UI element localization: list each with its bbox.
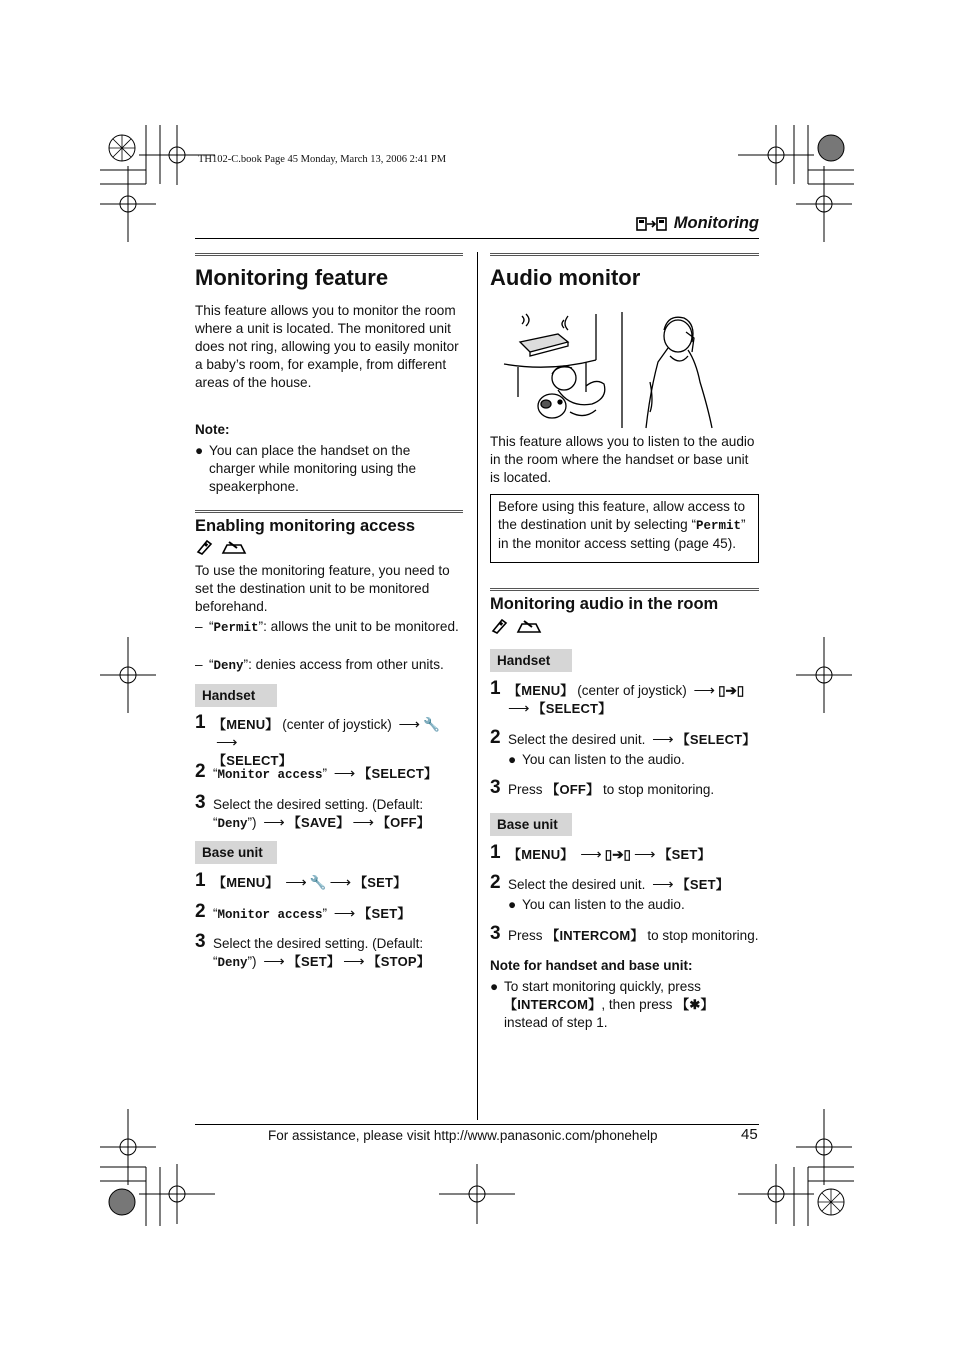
intro-paragraph: This feature allows you to monitor the room where a unit is located. The monitored unit does not ring, allowing you to easily monitor a baby’s room, for example, from different areas of the house. — [195, 303, 459, 390]
title-rule — [195, 253, 463, 256]
base-unit-icon — [221, 539, 247, 555]
base-unit-tag: Base unit — [490, 813, 572, 836]
permit-notice-box: Before using this feature, allow access to the destination unit by selecting “Permit” in the monitor access setting (page 45). — [490, 494, 759, 563]
wrench-icon: 🔧 — [309, 875, 327, 890]
audio-handset-step-2: 2 Select the desired unit. ⟶ 【SELECT】 — [490, 727, 756, 748]
handset-icon — [195, 539, 213, 555]
bullet-icon: ● — [195, 443, 204, 458]
audio-handset-step-3: 3 Press 【OFF】 to stop monitoring. — [490, 777, 715, 798]
base-step-1: 1 【MENU】 ⟶ 🔧 ⟶ 【SET】 — [195, 870, 407, 891]
note-label: Note: — [195, 422, 230, 437]
handset-tag: Handset — [490, 649, 572, 672]
base-step-3: 3 Select the desired setting. (Default: “Deny”) ⟶ 【SET】 ⟶ 【STOP】 — [195, 931, 430, 970]
subsection-title: Enabling monitoring access — [195, 517, 416, 535]
audio-monitor-title: Audio monitor — [490, 265, 641, 290]
handset-tag: Handset — [195, 684, 277, 707]
option-permit: – “Permit”: allows the unit to be monitored. — [195, 619, 459, 635]
subsection-intro: To use the monitoring feature, you need to set the destination unit to be monitored beforehand. — [195, 563, 450, 614]
page-title: Monitoring feature — [195, 265, 389, 290]
audio-base-step-1: 1 【MENU】 ⟶ ▯➔▯ ⟶ 【SET】 — [490, 842, 711, 863]
subsection-rule — [490, 588, 759, 591]
audio-subsection-title: Monitoring audio in the room — [490, 595, 719, 613]
monitoring-illustration — [500, 312, 720, 432]
footer-rule — [195, 1124, 759, 1125]
wrench-icon: 🔧 — [423, 717, 440, 732]
section-header — [636, 214, 759, 233]
note-label: Note for handset and base unit: — [490, 958, 693, 973]
handset-and-base-icons — [195, 539, 247, 555]
bullet-icon: ● — [508, 897, 517, 912]
audio-intro: This feature allows you to listen to the audio in the room where the handset or base unit is located. — [490, 434, 755, 485]
audio-base-step-2: 2 Select the desired unit. ⟶ 【SET】 — [490, 872, 729, 893]
handset-icon — [490, 618, 508, 634]
audio-base-step-3: 3 Press 【INTERCOM】 to stop monitoring. — [490, 923, 759, 944]
handset-to-handset-icon: ▯➔▯ — [718, 683, 745, 698]
note-item: ● You can place the handset on the charger while monitoring using the speakerphone. — [195, 443, 417, 494]
audio-handset-step-1: 1 【MENU】 (center of joystick) ⟶ ▯➔▯ ⟶ 【SELECT】 — [490, 678, 745, 717]
base-unit-icon — [516, 618, 542, 634]
audio-handset-bullet: ● You can listen to the audio. — [508, 752, 685, 767]
handset-to-handset-icon: ▯➔▯ — [604, 847, 631, 862]
handset-step-1: 1 【MENU】 (center of joystick) ⟶ 🔧⟶ 【SELECT】 — [195, 712, 440, 768]
section-title: Monitoring — [673, 214, 759, 232]
bullet-icon: ● — [490, 979, 499, 994]
handset-step-2: 2 “Monitor access” ⟶ 【SELECT】 — [195, 761, 438, 782]
handset-to-handset-icon — [636, 216, 670, 232]
star-key-icon: ✱ — [689, 997, 701, 1012]
print-metadata: TH102-C.book Page 45 Monday, March 13, 2006 2:41 PM — [198, 154, 447, 165]
subsection-rule — [195, 510, 463, 513]
handset-and-base-icons — [490, 618, 542, 634]
assistance-text: For assistance, please visit http://www.panasonic.com/phonehelp — [268, 1128, 658, 1143]
note-item: ● To start monitoring quickly, press 【INTERCOM】, then press 【✱】 instead of step 1. — [490, 979, 714, 1030]
base-unit-tag: Base unit — [195, 841, 277, 864]
option-deny: – “Deny”: denies access from other units. — [195, 657, 444, 673]
audio-base-bullet: ● You can listen to the audio. — [508, 897, 685, 912]
bullet-icon: ● — [508, 752, 517, 767]
base-step-2: 2 “Monitor access” ⟶ 【SET】 — [195, 901, 411, 922]
page-number: 45 — [741, 1126, 758, 1143]
column-divider — [477, 252, 478, 1120]
handset-step-3: 3 Select the desired setting. (Default: “Deny”) ⟶ 【SAVE】 ⟶ 【OFF】 — [195, 792, 430, 831]
header-rule — [195, 238, 759, 239]
title-rule — [490, 253, 759, 256]
